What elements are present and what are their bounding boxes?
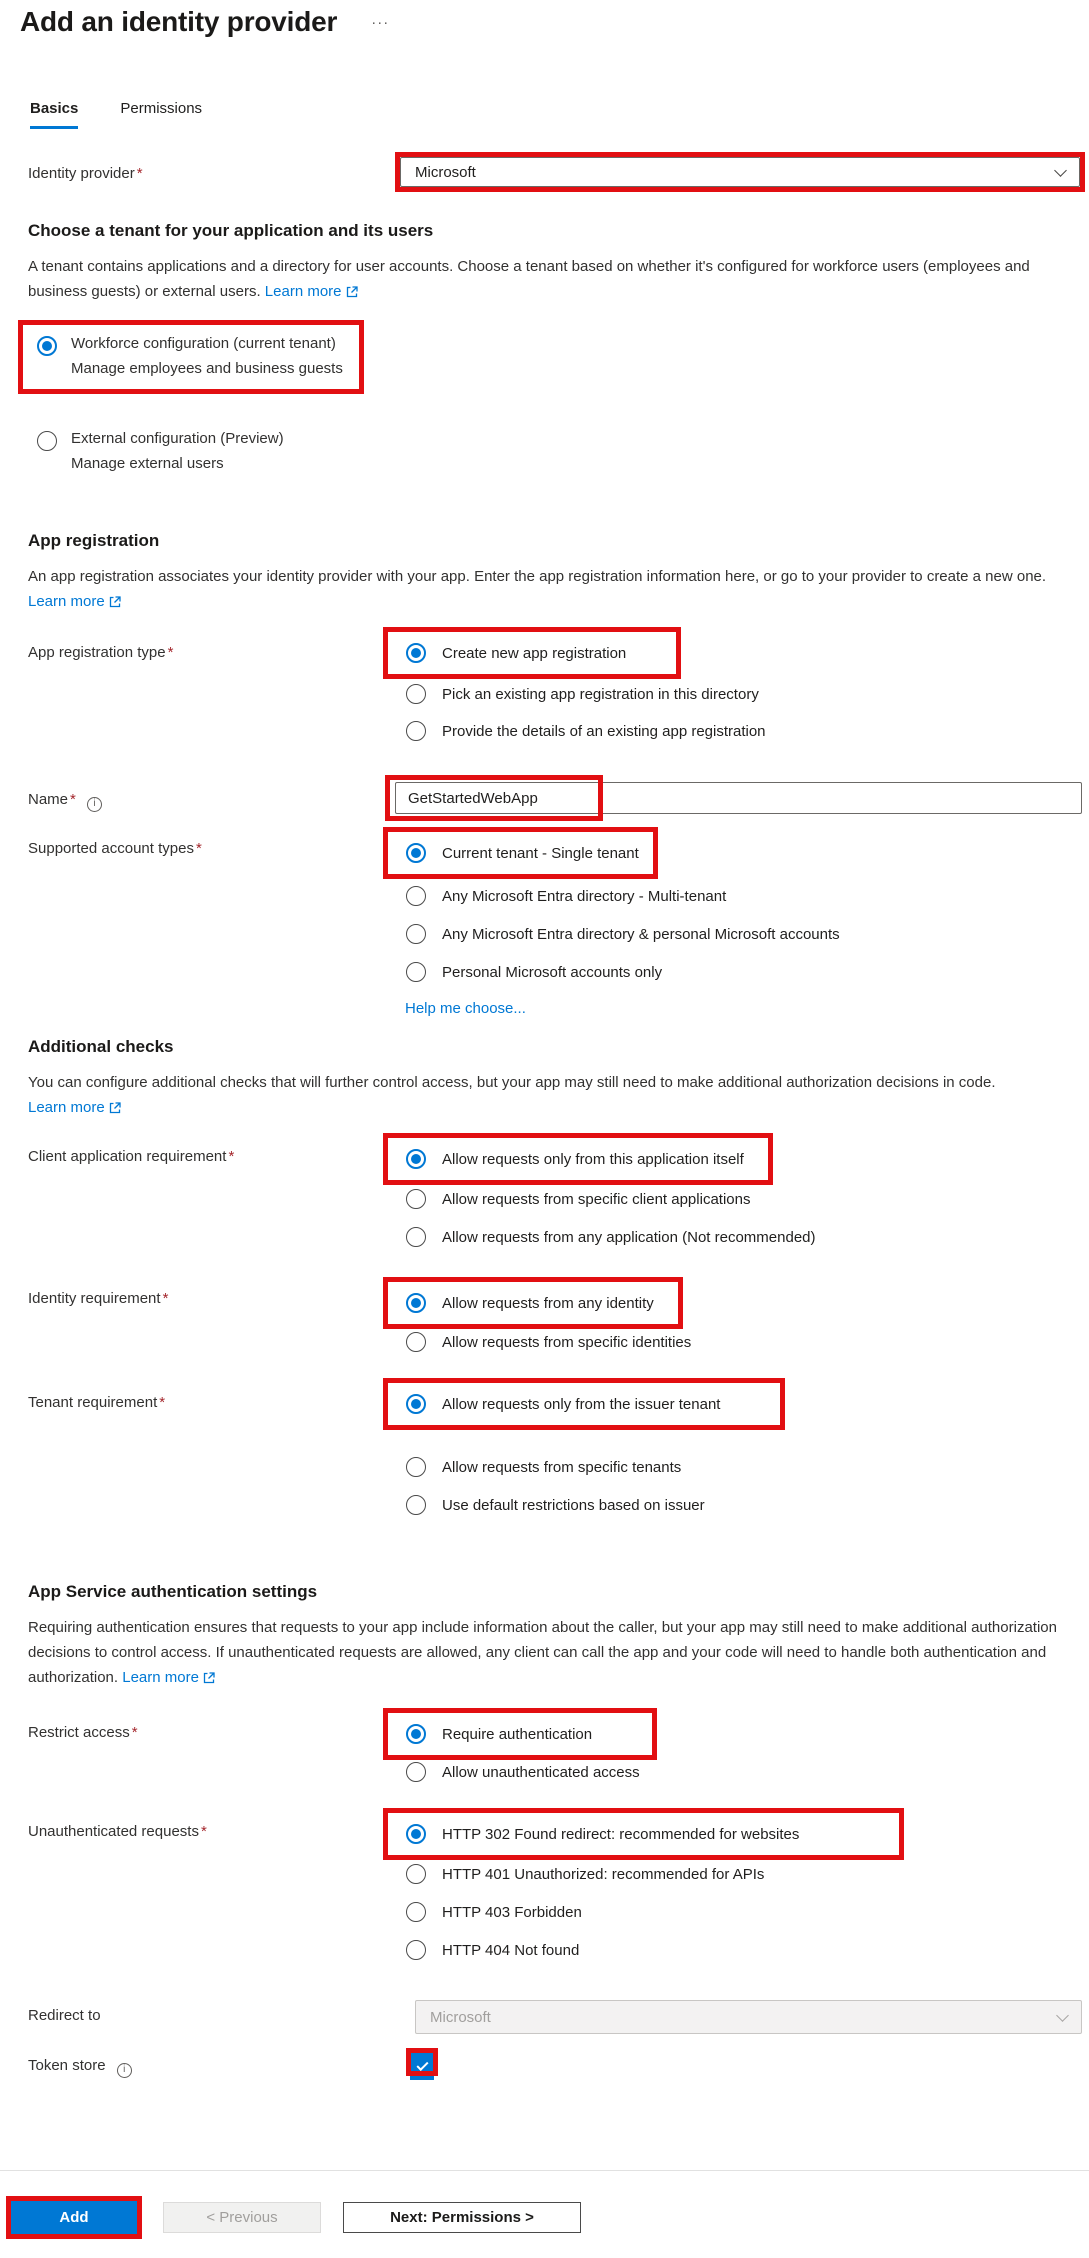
radio-unselected-icon: [406, 1495, 426, 1515]
radio-unselected-icon: [406, 1457, 426, 1477]
radio-pick-existing-app-registration[interactable]: [406, 683, 766, 705]
unauthenticated-requests-label: Unauthenticated requests *: [28, 1823, 207, 1840]
radio-allow-requests-issuer-tenant[interactable]: [406, 1393, 720, 1415]
radio-unselected-icon: [406, 1762, 426, 1782]
radio-label: Allow requests only from the issuer tenant: [442, 1395, 721, 1413]
radio-sublabel: Manage employees and business guests: [71, 360, 343, 377]
highlight-box: [383, 627, 681, 679]
radio-label: Require authentication: [442, 1725, 593, 1743]
tenant-requirement-group: [383, 1378, 785, 1516]
radio-selected-icon: [406, 1293, 426, 1313]
tenant-section-description: A tenant contains applications and a directory for user accounts. Choose a tenant based on whether it's configured for workforce users (employees and business guests) or external users. Learn more: [28, 254, 1068, 304]
highlight-box: [18, 320, 364, 394]
highlight-box: [383, 827, 658, 879]
title-bar: [20, 6, 389, 38]
radio-label: Workforce configuration (current tenant): [71, 335, 336, 352]
more-menu-icon[interactable]: ···: [371, 13, 390, 31]
app-registration-heading: App registration: [28, 531, 160, 550]
highlight-box: [383, 1708, 657, 1760]
identity-provider-value: Microsoft: [415, 163, 476, 181]
auth-settings-heading: App Service authentication settings: [28, 1582, 318, 1601]
radio-sublabel: Manage external users: [71, 455, 224, 472]
token-store-checkbox[interactable]: [410, 2052, 434, 2080]
name-label: Name * i: [28, 790, 368, 812]
redirect-to-label: Redirect to: [28, 2007, 101, 2024]
checkmark-icon: [416, 2058, 428, 2070]
radio-label: Provide the details of an existing app registration: [442, 722, 766, 740]
radio-label: Personal Microsoft accounts only: [442, 963, 663, 981]
radio-label: HTTP 302 Found redirect: recommended for websites: [442, 1825, 800, 1843]
tenant-section-heading: Choose a tenant for your application and its users: [28, 221, 434, 240]
radio-default-restrictions-issuer[interactable]: [406, 1494, 785, 1516]
app-registration-type-label: App registration type *: [28, 644, 174, 661]
radio-label: Allow requests from specific tenants: [442, 1458, 682, 1476]
external-link-icon: [346, 286, 358, 298]
radio-label: Any Microsoft Entra directory - Multi-tenant: [442, 887, 727, 905]
radio-unselected-icon: [406, 1189, 426, 1209]
radio-selected-icon: [37, 336, 57, 356]
app-registration-description: An app registration associates your identity provider with your app. Enter the app registration information here, or go to your provider to create a new one. Learn more: [28, 564, 1068, 614]
radio-label: HTTP 401 Unauthorized: recommended for APIs: [442, 1865, 765, 1883]
radio-unselected-icon: [406, 1902, 426, 1922]
supported-account-types-group: [383, 827, 840, 983]
redirect-to-dropdown[interactable]: [415, 2000, 1082, 2034]
chevron-down-icon: [1054, 164, 1067, 177]
radio-label: Create new app registration: [442, 644, 627, 662]
tab-basics[interactable]: Basics: [30, 100, 78, 129]
name-input[interactable]: [395, 782, 1082, 814]
identity-provider-label: Identity provider *: [28, 165, 143, 182]
external-option-group: [37, 430, 284, 472]
highlight-box: [383, 1133, 773, 1185]
next-permissions-button[interactable]: Next: Permissions >: [343, 2202, 581, 2233]
radio-allow-requests-any-identity[interactable]: [406, 1292, 654, 1314]
page-title: Add an identity provider: [20, 6, 338, 37]
radio-current-tenant-single-tenant[interactable]: [406, 842, 639, 864]
token-store-label: Token store i: [28, 2056, 368, 2078]
redirect-to-value: Microsoft: [430, 2008, 491, 2026]
external-link-icon: [109, 1102, 121, 1114]
external-link-icon: [109, 596, 121, 608]
radio-create-new-app-registration[interactable]: [406, 642, 626, 664]
radio-selected-icon: [406, 1724, 426, 1744]
radio-label: Allow requests from specific client applications: [442, 1190, 751, 1208]
identity-requirement-group: [383, 1277, 691, 1353]
radio-workforce-configuration[interactable]: [37, 335, 343, 377]
highlight-box: [395, 152, 1085, 192]
highlight-box: [383, 1808, 904, 1860]
tenant-requirement-label: Tenant requirement *: [28, 1394, 166, 1411]
radio-unselected-icon: [37, 431, 57, 451]
learn-more-link[interactable]: Learn more: [265, 279, 358, 304]
radio-unselected-icon: [406, 1940, 426, 1960]
radio-http-302-redirect[interactable]: [406, 1823, 799, 1845]
radio-label: Any Microsoft Entra directory & personal Microsoft accounts: [442, 925, 840, 943]
previous-button[interactable]: < Previous: [163, 2202, 321, 2233]
supported-account-types-label: Supported account types *: [28, 840, 202, 857]
radio-allow-any-application[interactable]: [406, 1226, 816, 1248]
radio-unselected-icon: [406, 962, 426, 982]
radio-label: Pick an existing app registration in this directory: [442, 685, 759, 703]
radio-selected-icon: [406, 843, 426, 863]
footer-divider: [0, 2170, 1089, 2171]
learn-more-link[interactable]: Learn more: [28, 1095, 121, 1120]
client-application-requirement-label: Client application requirement *: [28, 1148, 235, 1165]
restrict-access-group: [383, 1708, 657, 1783]
app-registration-type-group: [383, 627, 766, 742]
identity-provider-dropdown[interactable]: [400, 157, 1080, 187]
radio-selected-icon: [406, 1824, 426, 1844]
radio-label: HTTP 404 Not found: [442, 1941, 580, 1959]
radio-label: Use default restrictions based on issuer: [442, 1496, 705, 1514]
radio-unselected-icon: [406, 1227, 426, 1247]
radio-http-403-forbidden[interactable]: [406, 1901, 904, 1923]
radio-label: Allow unauthenticated access: [442, 1763, 640, 1781]
radio-selected-icon: [406, 1149, 426, 1169]
radio-label: Allow requests only from this application itself: [442, 1150, 744, 1168]
workforce-option-group: [18, 320, 364, 394]
radio-require-authentication[interactable]: [406, 1723, 592, 1745]
external-link-icon: [203, 1672, 215, 1684]
radio-allow-unauthenticated-access[interactable]: [406, 1761, 657, 1783]
radio-http-401-unauthorized[interactable]: [406, 1863, 904, 1885]
help-me-choose-link[interactable]: Help me choose...: [405, 1000, 526, 1017]
additional-checks-heading: Additional checks: [28, 1037, 174, 1056]
identity-requirement-label: Identity requirement *: [28, 1290, 169, 1307]
radio-external-configuration[interactable]: [37, 430, 284, 472]
info-icon: i: [117, 2063, 132, 2078]
radio-allow-specific-tenants[interactable]: [406, 1456, 785, 1478]
learn-more-link[interactable]: Learn more: [28, 589, 121, 614]
learn-more-link[interactable]: Learn more: [122, 1665, 215, 1690]
radio-any-entra-directory-multitenant[interactable]: [406, 885, 840, 907]
radio-unselected-icon: [406, 1864, 426, 1884]
add-button[interactable]: Add: [11, 2201, 137, 2234]
radio-selected-icon: [406, 643, 426, 663]
tab-strip: [30, 100, 202, 129]
additional-checks-description: You can configure additional checks that will further control access, but your app may still need to make additional authorization decisions in code. Learn more: [28, 1070, 1068, 1120]
radio-unselected-icon: [406, 1332, 426, 1352]
radio-label: HTTP 403 Forbidden: [442, 1903, 582, 1921]
client-application-requirement-group: [383, 1133, 816, 1248]
info-icon: i: [87, 797, 102, 812]
chevron-down-icon: [1056, 2009, 1069, 2022]
radio-http-404-not-found[interactable]: [406, 1939, 904, 1961]
radio-label: Current tenant - Single tenant: [442, 844, 639, 862]
radio-label: External configuration (Preview): [71, 430, 284, 447]
auth-settings-description: Requiring authentication ensures that requests to your app include information about the caller, but your app may still need to make additional authorization decisions to control access. If unauthenticated requests are allowed, any client can call the app and your code will need to handle both authentication and authorization. Learn more: [28, 1615, 1068, 1690]
radio-unselected-icon: [406, 684, 426, 704]
radio-allow-specific-identities[interactable]: [406, 1331, 691, 1353]
radio-personal-accounts-only[interactable]: [406, 961, 840, 983]
unauthenticated-requests-group: [383, 1808, 904, 1961]
radio-unselected-icon: [406, 924, 426, 944]
radio-selected-icon: [406, 1394, 426, 1414]
radio-provide-details-app-registration[interactable]: [406, 720, 766, 742]
restrict-access-label: Restrict access *: [28, 1724, 138, 1741]
radio-label: Allow requests from any identity: [442, 1294, 654, 1312]
radio-any-entra-and-personal-accounts[interactable]: [406, 923, 840, 945]
radio-label: Allow requests from specific identities: [442, 1333, 692, 1351]
radio-label: Allow requests from any application (Not recommended): [442, 1228, 816, 1246]
radio-allow-requests-app-itself[interactable]: [406, 1148, 744, 1170]
radio-unselected-icon: [406, 886, 426, 906]
highlight-box: [383, 1378, 785, 1430]
radio-unselected-icon: [406, 721, 426, 741]
radio-allow-specific-client-applications[interactable]: [406, 1188, 816, 1210]
redirect-to-field: [415, 2000, 1082, 2034]
highlight-box: [383, 1277, 683, 1329]
tab-permissions[interactable]: Permissions: [120, 100, 203, 117]
